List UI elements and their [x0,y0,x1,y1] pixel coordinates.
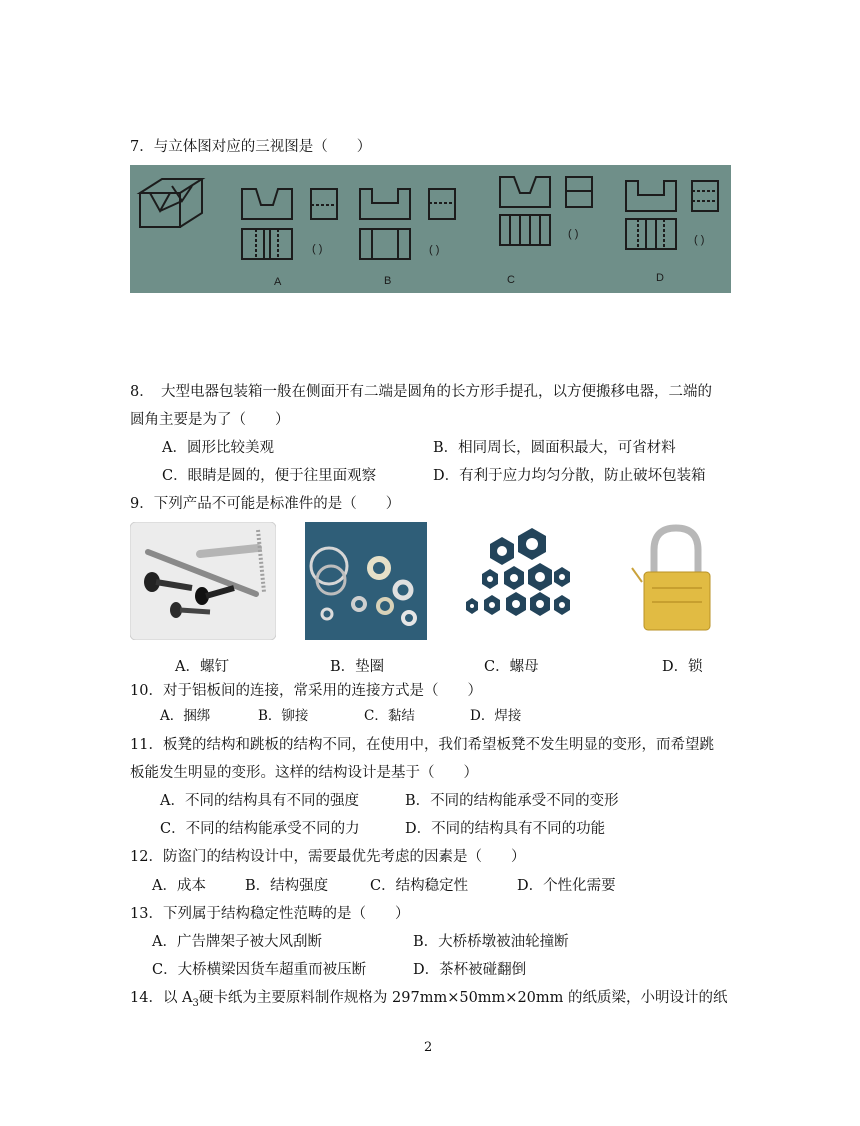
q7-blank-c: ( ) [568,228,579,240]
q8-stem-line2: 圆角主要是为了（ ） [130,412,290,428]
q13-option-d: D．茶杯被碰翻倒 [413,962,527,978]
q7-label-b: B [384,275,392,287]
screws-photo [130,522,276,640]
q8-option-c: C．眼睛是圆的，便于往里面观察 [162,468,377,484]
q13-option-c: C．大桥横梁因货车超重而被压断 [152,962,367,978]
q7-label-c: C [507,274,515,286]
q7-label-d: D [656,272,664,284]
q11-option-a: A．不同的结构具有不同的强度 [160,793,359,809]
q9-stem: 9．下列产品不可能是标准件的是（ ） [130,496,401,512]
q14-stem [130,988,728,1014]
q12-option-d: D．个性化需要 [517,878,616,894]
q12-stem: 12．防盗门的结构设计中，需要最优先考虑的因素是（ ） [130,849,526,865]
q13-option-a: A．广告牌架子被大风刮断 [152,934,322,950]
page-number: 2 [424,1040,433,1055]
q7-blank-b: ( ) [429,244,440,256]
q12-option-b: B．结构强度 [245,878,329,894]
q12-option-c: C．结构稳定性 [370,878,469,894]
q11-option-d: D．不同的结构具有不同的功能 [405,821,606,837]
q8-option-b: B．相同周长，圆面积最大，可省材料 [433,440,676,456]
padlock-photo [624,522,718,640]
q7-label-a: A [274,276,282,288]
q12-option-a: A．成本 [152,878,206,894]
q11-stem-line2: 板能发生明显的变形。这样的结构设计是基于（ ） [130,765,478,781]
q14-stem-part2: 硬卡纸为主要原料制作规格为 297mm×50mm×20mm 的纸质梁，小明设计的纸 [198,990,728,1006]
q7-stem: 7．与立体图对应的三视图是（ ） [130,139,372,155]
q9-option-c: C．螺母 [484,659,539,675]
q14-stem-subscript: 3 [192,997,199,1009]
q10-option-d: D．焊接 [470,708,522,724]
q8-stem-line1: 8． 大型电器包装箱一般在侧面开有二端是圆角的长方形手提孔，以方便搬移电器，二端的 [130,384,712,400]
q7-blank-d: ( ) [694,234,705,246]
q14-stem-part1: 14．以 A [130,990,193,1006]
q13-option-b: B．大桥桥墩被油轮撞断 [413,934,569,950]
q7-three-view-figure [130,165,731,293]
q10-option-b: B．铆接 [258,708,309,724]
q8-option-d: D．有利于应力均匀分散，防止破坏包装箱 [433,468,706,484]
q11-option-c: C．不同的结构能承受不同的力 [160,821,360,837]
q11-option-b: B．不同的结构能承受不同的变形 [405,793,619,809]
q13-stem: 13．下列属于结构稳定性范畴的是（ ） [130,906,410,922]
three-view-drawing [130,165,731,293]
nuts-photo [456,522,582,640]
q9-option-b: B．垫圈 [330,659,385,675]
q8-option-a: A．圆形比较美观 [162,440,274,456]
washers-photo [305,522,427,640]
q7-blank-a: ( ) [312,243,323,255]
q10-stem: 10．对于铝板间的连接，常采用的连接方式是（ ） [130,683,482,699]
q10-option-c: C．黏结 [364,708,415,724]
q10-option-a: A．捆绑 [160,708,211,724]
q11-stem-line1: 11．板凳的结构和跳板的结构不同，在使用中，我们希望板凳不发生明显的变形，而希望跳 [130,737,714,753]
q9-option-a: A．螺钉 [175,659,229,675]
q9-option-d: D．锁 [662,659,703,675]
